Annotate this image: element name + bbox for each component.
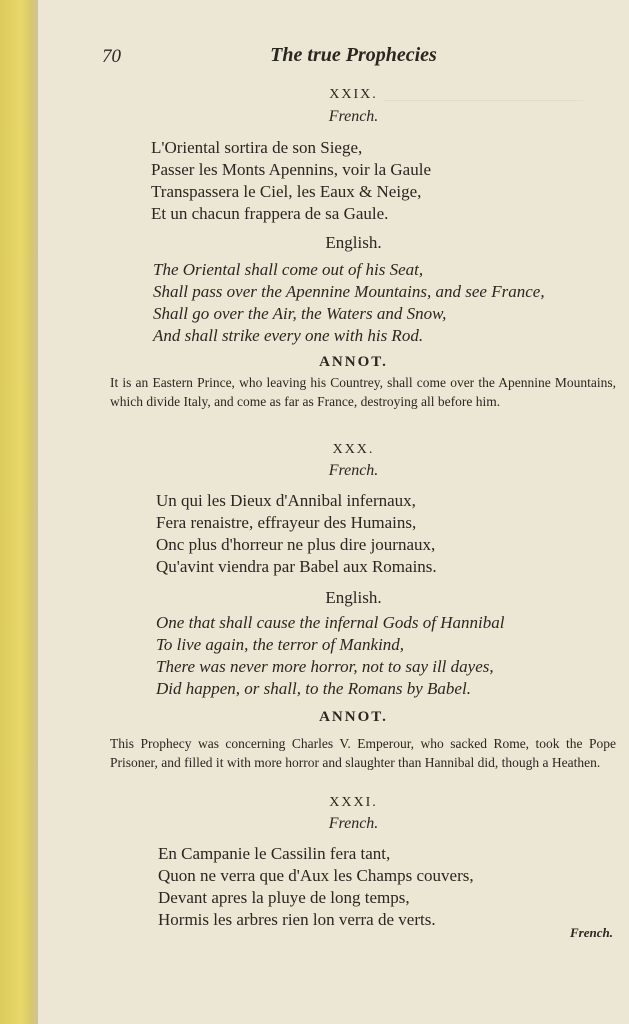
- verse-line: To live again, the terror of Mankind,: [156, 635, 405, 654]
- prophecy-30-french-verse: [156, 490, 437, 578]
- verse-line: Onc plus d'horreur ne plus dire journaux,: [156, 535, 436, 554]
- prophecy-30-french-heading: French.: [328, 462, 379, 479]
- verse-line: Devant apres la pluye de long temps,: [158, 888, 410, 907]
- prophecy-29-number: XXIX.: [329, 87, 378, 102]
- prophecy-30-english-verse: [156, 612, 504, 700]
- prophecy-30-english-heading: English.: [325, 588, 382, 607]
- verse-line: Passer les Monts Apennins, voir la Gaule: [151, 160, 431, 179]
- prophecy-30-annotation: This Prophecy was concerning Charles V. Emperour, who sacked Rome, took the Pope Prisoner, and filled it with more horror and slaughter than Hannibal did, though a Heathen.: [110, 736, 616, 770]
- prophecy-31-number: XXXI.: [329, 795, 378, 810]
- verse-line: L'Oriental sortira de son Siege,: [151, 138, 363, 157]
- page-title: The true Prophecies: [270, 44, 437, 66]
- verse-line: Shall go over the Air, the Waters and Snow,: [153, 304, 447, 323]
- prophecy-29-french-heading: French.: [328, 108, 379, 125]
- verse-line: Et un chacun frappera de sa Gaule.: [151, 204, 389, 223]
- prophecy-29-annotation: It is an Eastern Prince, who leaving his Countrey, shall come over the Apennine Mountains, which divide Italy, and come as far as France, destroying all before him.: [110, 375, 616, 409]
- verse-line: Transpassera le Ciel, les Eaux & Neige,: [151, 182, 422, 201]
- verse-line: And shall strike every one with his Rod.: [153, 326, 424, 345]
- page-gilt-edge: [0, 0, 38, 1024]
- prophecy-29-french-verse: [151, 137, 431, 225]
- verse-line: Fera renaistre, effrayeur des Humains,: [156, 513, 417, 532]
- verse-line: The Oriental shall come out of his Seat,: [153, 260, 424, 279]
- page-number: 70: [102, 46, 121, 67]
- verse-line: There was never more horror, not to say ill dayes,: [156, 657, 494, 676]
- running-header: [38, 44, 629, 70]
- catchword: French.: [570, 925, 613, 940]
- prophecy-30-annot-heading: ANNOT.: [319, 709, 388, 725]
- prophecy-30-number: XXX.: [332, 442, 375, 457]
- verse-line: Hormis les arbres rien lon verra de verts.: [158, 910, 436, 929]
- verse-line: Qu'avint viendra par Babel aux Romains.: [156, 557, 437, 576]
- verse-line: Quon ne verra que d'Aux les Champs couvers,: [158, 866, 474, 885]
- verse-line: One that shall cause the infernal Gods of Hannibal: [156, 613, 505, 632]
- prophecy-29-english-heading: English.: [325, 233, 382, 252]
- verse-line: Shall pass over the Apennine Mountains, and see France,: [153, 282, 545, 301]
- book-page: [38, 0, 629, 1024]
- prophecy-31-french-heading: French.: [328, 815, 379, 832]
- prophecy-31-french-verse: [158, 843, 474, 931]
- prophecy-29-english-verse: [153, 259, 545, 347]
- verse-line: Did happen, or shall, to the Romans by Babel.: [156, 679, 471, 698]
- prophecy-29-annot-heading: ANNOT.: [319, 354, 388, 370]
- verse-line: En Campanie le Cassilin fera tant,: [158, 844, 391, 863]
- verse-line: Un qui les Dieux d'Annibal infernaux,: [156, 491, 416, 510]
